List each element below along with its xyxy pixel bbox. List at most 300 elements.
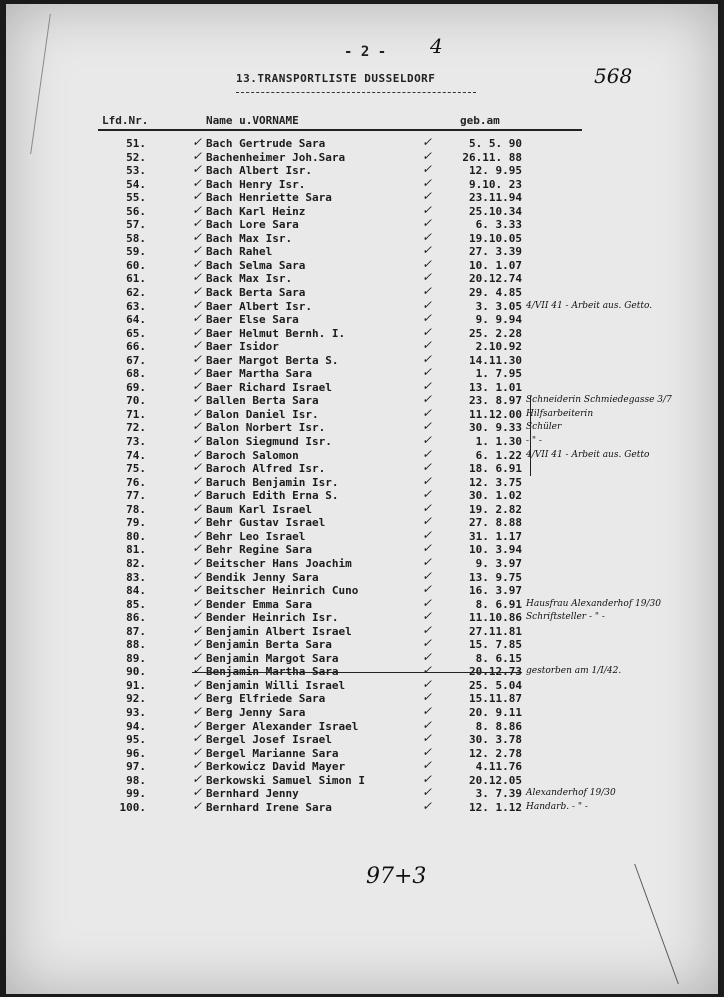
list-row — [6, 256, 718, 273]
row-number: 55. — [126, 191, 146, 205]
birth-date: 9. 9.94 — [475, 313, 522, 327]
person-name: Bendik Jenny Sara — [206, 570, 319, 584]
paper-crease-right — [634, 864, 718, 984]
list-row — [6, 175, 718, 192]
person-name: Bernhard Irene Sara — [206, 800, 332, 814]
birth-date: 25. 2.28 — [469, 326, 522, 340]
date-check-mark: ✓ — [422, 798, 433, 813]
check-mark: ✓ — [192, 609, 203, 624]
handwritten-note: 4/VII 41 - Arbeit aus. Getto — [526, 449, 650, 460]
person-name: Berg Elfriede Sara — [206, 692, 326, 706]
column-header-name: Name u.VORNAME — [206, 114, 299, 127]
birth-date: 27. 3.39 — [469, 245, 522, 259]
handwritten-note: Hilfsarbeiterin — [526, 408, 594, 419]
handwritten-note: Schriftsteller - " - — [526, 612, 605, 623]
birth-date: 31. 1.17 — [469, 529, 522, 543]
row-number: 85. — [126, 597, 146, 611]
birth-date: 30. 3.78 — [469, 733, 522, 747]
handwritten-note: Schneiderin Schmiedegasse 3/7 — [526, 395, 672, 406]
row-number: 98. — [126, 773, 146, 787]
list-row — [6, 394, 718, 408]
birth-date: 1. 7.95 — [475, 367, 522, 381]
list-row — [6, 733, 718, 747]
row-number: 68. — [126, 367, 146, 381]
date-check-mark: ✓ — [422, 514, 433, 529]
person-name: Baroch Salomon — [206, 448, 299, 462]
birth-date: 20.12.74 — [469, 272, 522, 286]
list-row — [6, 516, 718, 530]
row-number: 94. — [126, 719, 146, 733]
row-number: 66. — [126, 340, 146, 354]
birth-date: 20. 9.11 — [469, 705, 522, 719]
list-row — [6, 462, 718, 476]
date-check-mark: ✓ — [422, 148, 433, 163]
person-name: Bernhard Jenny — [206, 787, 299, 801]
document-page — [6, 4, 718, 994]
list-row — [6, 717, 718, 734]
person-name: Bender Emma Sara — [206, 597, 312, 611]
row-number: 67. — [126, 353, 146, 367]
column-header-number: Lfd.Nr. — [102, 114, 149, 127]
row-number: 69. — [126, 380, 146, 394]
list-row — [6, 229, 718, 246]
list-row — [6, 351, 718, 368]
row-number: 65. — [126, 326, 146, 340]
date-check-mark: ✓ — [422, 365, 433, 380]
handwritten-note: 4/VII 41 - Arbeit aus. Getto. — [526, 300, 653, 311]
row-number: 88. — [126, 638, 146, 652]
birth-date: 19.10.05 — [469, 231, 522, 245]
check-mark: ✓ — [192, 798, 203, 813]
birth-date: 27.11.81 — [469, 624, 522, 638]
row-number: 79. — [126, 516, 146, 530]
row-number: 58. — [126, 231, 146, 245]
date-check-mark: ✓ — [422, 676, 433, 691]
list-row — [6, 595, 718, 612]
paper-crease-left — [6, 14, 51, 154]
date-check-mark: ✓ — [422, 758, 433, 773]
check-mark: ✓ — [192, 256, 203, 271]
person-name: Balon Siegmund Isr. — [206, 435, 332, 449]
handwritten-page-mark: 4 — [430, 34, 443, 58]
row-number: 91. — [126, 678, 146, 692]
person-name: Behr Regine Sara — [206, 543, 312, 557]
person-name: Balon Norbert Isr. — [206, 421, 326, 435]
person-name: Berkowicz David Mayer — [206, 760, 346, 774]
handwritten-note: gestorben am 1/I/42. — [526, 666, 622, 677]
check-mark: ✓ — [192, 744, 203, 759]
person-name: Beitscher Heinrich Cuno — [206, 584, 359, 598]
birth-date: 20.12.73 — [469, 665, 522, 679]
row-number: 72. — [126, 421, 146, 435]
row-number: 70. — [126, 394, 146, 408]
person-name: Bach Selma Sara — [206, 258, 306, 272]
handwritten-note: Schüler — [526, 422, 562, 433]
date-check-mark: ✓ — [422, 135, 433, 149]
person-name: Bach Lore Sara — [206, 218, 299, 232]
date-check-mark: ✓ — [422, 690, 433, 705]
date-check-mark: ✓ — [422, 717, 433, 732]
person-name: Berger Alexander Israel — [206, 719, 359, 733]
check-mark: ✓ — [192, 284, 203, 299]
check-mark: ✓ — [192, 703, 203, 718]
birth-date: 26.11. 88 — [462, 150, 522, 164]
person-name: Beitscher Hans Joachim — [206, 556, 352, 570]
person-name: Benjamin Albert Israel — [206, 624, 352, 638]
check-mark: ✓ — [192, 554, 203, 569]
person-name: Bach Rahel — [206, 245, 273, 259]
row-number: 97. — [126, 760, 146, 774]
birth-date: 25.10.34 — [469, 204, 522, 218]
check-mark: ✓ — [192, 758, 203, 773]
check-mark: ✓ — [192, 541, 203, 556]
handwritten-note: - " - — [526, 436, 542, 447]
check-mark: ✓ — [192, 338, 203, 353]
date-check-mark: ✓ — [422, 622, 433, 637]
person-name: Baer Else Sara — [206, 313, 299, 327]
person-name: Bergel Marianne Sara — [206, 746, 339, 760]
list-row — [6, 324, 718, 341]
check-mark: ✓ — [192, 460, 203, 475]
birth-date: 10. 1.07 — [469, 258, 522, 272]
list-row — [6, 435, 718, 449]
date-check-mark: ✓ — [422, 460, 433, 475]
person-name: Bach Karl Heinz — [206, 204, 306, 218]
check-mark: ✓ — [192, 717, 203, 732]
list-row — [6, 340, 718, 354]
birth-date: 13. 9.75 — [469, 570, 522, 584]
check-mark: ✓ — [192, 487, 203, 502]
row-number: 93. — [126, 705, 146, 719]
birth-date: 13. 1.01 — [469, 380, 522, 394]
check-mark: ✓ — [192, 351, 203, 366]
birth-date: 23. 8.97 — [469, 394, 522, 408]
birth-date: 8. 6.91 — [475, 597, 522, 611]
person-name: Baruch Edith Erna S. — [206, 489, 339, 503]
row-number: 63. — [126, 299, 146, 313]
row-number: 52. — [126, 150, 146, 164]
person-name: Behr Leo Israel — [206, 529, 306, 543]
check-mark: ✓ — [192, 527, 203, 542]
person-name: Behr Gustav Israel — [206, 516, 326, 530]
list-row — [6, 378, 718, 395]
date-check-mark: ✓ — [422, 582, 433, 597]
column-header-birthdate: geb.am — [460, 114, 500, 127]
handwritten-folio-number: 568 — [594, 64, 633, 88]
row-number: 100. — [119, 800, 146, 814]
row-number: 60. — [126, 258, 146, 272]
date-check-mark: ✓ — [422, 392, 433, 407]
row-number: 84. — [126, 584, 146, 598]
check-mark: ✓ — [192, 175, 203, 190]
row-number: 51. — [126, 137, 146, 150]
date-check-mark: ✓ — [422, 405, 433, 420]
birth-date: 30. 9.33 — [469, 421, 522, 435]
annotation-bracket — [530, 396, 539, 476]
birth-date: 3. 3.05 — [475, 299, 522, 313]
birth-date: 6. 3.33 — [475, 218, 522, 232]
person-name: Bergel Josef Israel — [206, 733, 332, 747]
row-number: 53. — [126, 164, 146, 178]
check-mark: ✓ — [192, 473, 203, 488]
row-number: 56. — [126, 204, 146, 218]
handwritten-total: 97+3 — [366, 864, 427, 889]
list-row — [6, 703, 718, 720]
date-check-mark: ✓ — [422, 487, 433, 502]
list-row — [6, 446, 718, 463]
check-mark: ✓ — [192, 676, 203, 691]
date-check-mark: ✓ — [422, 338, 433, 353]
list-row — [6, 367, 718, 381]
row-number: 78. — [126, 502, 146, 516]
birth-date: 12. 3.75 — [469, 475, 522, 489]
check-mark: ✓ — [192, 229, 203, 244]
date-check-mark: ✓ — [422, 162, 433, 177]
check-mark: ✓ — [192, 636, 203, 651]
list-row — [6, 676, 718, 693]
date-check-mark: ✓ — [422, 609, 433, 624]
check-mark: ✓ — [192, 595, 203, 610]
birth-date: 29. 4.85 — [469, 286, 522, 300]
date-check-mark: ✓ — [422, 500, 433, 515]
row-number: 57. — [126, 218, 146, 232]
strikethrough-line — [192, 672, 522, 673]
row-number: 74. — [126, 448, 146, 462]
person-name: Berg Jenny Sara — [206, 705, 306, 719]
date-check-mark: ✓ — [422, 744, 433, 759]
birth-date: 8. 8.86 — [475, 719, 522, 733]
check-mark: ✓ — [192, 568, 203, 583]
row-number: 61. — [126, 272, 146, 286]
list-row — [6, 473, 718, 490]
list-row — [6, 798, 718, 815]
check-mark: ✓ — [192, 433, 203, 448]
date-check-mark: ✓ — [422, 785, 433, 800]
birth-date: 6. 1.22 — [475, 448, 522, 462]
list-row — [6, 202, 718, 219]
date-check-mark: ✓ — [422, 527, 433, 542]
date-check-mark: ✓ — [422, 731, 433, 746]
list-row — [6, 568, 718, 585]
date-check-mark: ✓ — [422, 256, 433, 271]
birth-date: 2.10.92 — [475, 340, 522, 354]
date-check-mark: ✓ — [422, 473, 433, 488]
birth-date: 1. 1.30 — [475, 435, 522, 449]
header-rule — [98, 129, 582, 131]
birth-date: 20.12.05 — [469, 773, 522, 787]
person-name: Baer Martha Sara — [206, 367, 312, 381]
date-check-mark: ✓ — [422, 297, 433, 312]
person-name: Bender Heinrich Isr. — [206, 611, 339, 625]
birth-date: 18. 6.91 — [469, 462, 522, 476]
list-row — [6, 527, 718, 544]
list-row — [6, 245, 718, 259]
row-number: 87. — [126, 624, 146, 638]
birth-date: 4.11.76 — [475, 760, 522, 774]
list-row — [6, 500, 718, 517]
list-row — [6, 771, 718, 788]
check-mark: ✓ — [192, 243, 203, 258]
date-check-mark: ✓ — [422, 202, 433, 217]
row-number: 89. — [126, 651, 146, 665]
list-row — [6, 692, 718, 706]
date-check-mark: ✓ — [422, 663, 433, 678]
row-number: 54. — [126, 177, 146, 191]
row-number: 82. — [126, 556, 146, 570]
check-mark: ✓ — [192, 189, 203, 204]
person-name: Baer Margot Berta S. — [206, 353, 339, 367]
date-check-mark: ✓ — [422, 270, 433, 285]
person-name: Benjamin Martha Sara — [206, 665, 339, 679]
handwritten-note: Handarb. - " - — [526, 801, 588, 812]
list-row — [6, 218, 718, 232]
check-mark: ✓ — [192, 365, 203, 380]
list-row — [6, 649, 718, 666]
check-mark: ✓ — [192, 663, 203, 678]
birth-date: 19. 2.82 — [469, 502, 522, 516]
person-name: Baer Albert Isr. — [206, 299, 312, 313]
person-name: Ballen Berta Sara — [206, 394, 319, 408]
birth-date: 23.11.94 — [469, 191, 522, 205]
date-check-mark: ✓ — [422, 568, 433, 583]
check-mark: ✓ — [192, 270, 203, 285]
handwritten-note: Hausfrau Alexanderhof 19/30 — [526, 598, 661, 609]
birth-date: 15. 7.85 — [469, 638, 522, 652]
row-number: 64. — [126, 313, 146, 327]
row-number: 95. — [126, 733, 146, 747]
person-name: Baer Isidor — [206, 340, 279, 354]
list-row — [6, 313, 718, 327]
date-check-mark: ✓ — [422, 216, 433, 231]
date-check-mark: ✓ — [422, 189, 433, 204]
row-number: 99. — [126, 787, 146, 801]
birth-date: 11.12.00 — [469, 407, 522, 421]
list-row — [6, 405, 718, 422]
row-number: 80. — [126, 529, 146, 543]
check-mark: ✓ — [192, 202, 203, 217]
person-name: Benjamin Berta Sara — [206, 638, 332, 652]
check-mark: ✓ — [192, 419, 203, 434]
birth-date: 10. 3.94 — [469, 543, 522, 557]
check-mark: ✓ — [192, 649, 203, 664]
person-name: Baer Richard Israel — [206, 380, 332, 394]
check-mark: ✓ — [192, 297, 203, 312]
list-row — [6, 286, 718, 300]
list-row — [6, 148, 718, 165]
date-check-mark: ✓ — [422, 446, 433, 461]
handwritten-note: Alexanderhof 19/30 — [526, 788, 616, 799]
date-check-mark: ✓ — [422, 175, 433, 190]
check-mark: ✓ — [192, 500, 203, 515]
person-name: Benjamin Willi Israel — [206, 678, 346, 692]
date-check-mark: ✓ — [422, 703, 433, 718]
row-number: 71. — [126, 407, 146, 421]
title-underline — [236, 92, 476, 93]
birth-date: 27. 8.88 — [469, 516, 522, 530]
person-name: Bach Albert Isr. — [206, 164, 312, 178]
birth-date: 3. 7.39 — [475, 787, 522, 801]
row-number: 92. — [126, 692, 146, 706]
date-check-mark: ✓ — [422, 284, 433, 299]
check-mark: ✓ — [192, 311, 203, 326]
person-name: Bachenheimer Joh.Sara — [206, 150, 346, 164]
list-row — [6, 554, 718, 571]
check-mark: ✓ — [192, 582, 203, 597]
date-check-mark: ✓ — [422, 554, 433, 569]
birth-date: 11.10.86 — [469, 611, 522, 625]
date-check-mark: ✓ — [422, 351, 433, 366]
list-row — [6, 164, 718, 178]
person-name: Berkowski Samuel Simon I — [206, 773, 365, 787]
check-mark: ✓ — [192, 785, 203, 800]
person-name: Benjamin Margot Sara — [206, 651, 339, 665]
person-name: Balon Daniel Isr. — [206, 407, 319, 421]
list-row — [6, 137, 718, 151]
date-check-mark: ✓ — [422, 229, 433, 244]
list-row — [6, 297, 718, 314]
date-check-mark: ✓ — [422, 378, 433, 393]
check-mark: ✓ — [192, 148, 203, 163]
birth-date: 8. 6.15 — [475, 651, 522, 665]
list-row — [6, 638, 718, 652]
birth-date: 9.10. 23 — [469, 177, 522, 191]
date-check-mark: ✓ — [422, 419, 433, 434]
birth-date: 30. 1.02 — [469, 489, 522, 503]
row-number: 83. — [126, 570, 146, 584]
person-name: Back Max Isr. — [206, 272, 293, 286]
document-title: 13.TRANSPORTLISTE DUSSELDORF — [236, 72, 436, 85]
list-row — [6, 421, 718, 435]
date-check-mark: ✓ — [422, 541, 433, 556]
row-number: 90. — [126, 665, 146, 679]
check-mark: ✓ — [192, 216, 203, 231]
birth-date: 15.11.87 — [469, 692, 522, 706]
person-name: Bach Henriette Sara — [206, 191, 332, 205]
check-mark: ✓ — [192, 324, 203, 339]
check-mark: ✓ — [192, 446, 203, 461]
birth-date: 12. 9.95 — [469, 164, 522, 178]
list-row — [6, 787, 718, 801]
row-number: 62. — [126, 286, 146, 300]
check-mark: ✓ — [192, 514, 203, 529]
person-name: Back Berta Sara — [206, 286, 306, 300]
birth-date: 5. 5. 90 — [469, 137, 522, 150]
person-name: Baroch Alfred Isr. — [206, 462, 326, 476]
person-name: Baum Karl Israel — [206, 502, 312, 516]
row-number: 59. — [126, 245, 146, 259]
row-number: 81. — [126, 543, 146, 557]
person-name: Baruch Benjamin Isr. — [206, 475, 339, 489]
row-number: 76. — [126, 475, 146, 489]
date-check-mark: ✓ — [422, 311, 433, 326]
date-check-mark: ✓ — [422, 595, 433, 610]
date-check-mark: ✓ — [422, 324, 433, 339]
check-mark: ✓ — [192, 392, 203, 407]
list-row — [6, 744, 718, 761]
list-row — [6, 611, 718, 625]
check-mark: ✓ — [192, 622, 203, 637]
list-row — [6, 543, 718, 557]
check-mark: ✓ — [192, 162, 203, 177]
row-number: 96. — [126, 746, 146, 760]
birth-date: 16. 3.97 — [469, 584, 522, 598]
list-row — [6, 489, 718, 503]
transport-list — [6, 137, 718, 814]
check-mark: ✓ — [192, 378, 203, 393]
row-number: 73. — [126, 435, 146, 449]
row-number: 77. — [126, 489, 146, 503]
check-mark: ✓ — [192, 690, 203, 705]
